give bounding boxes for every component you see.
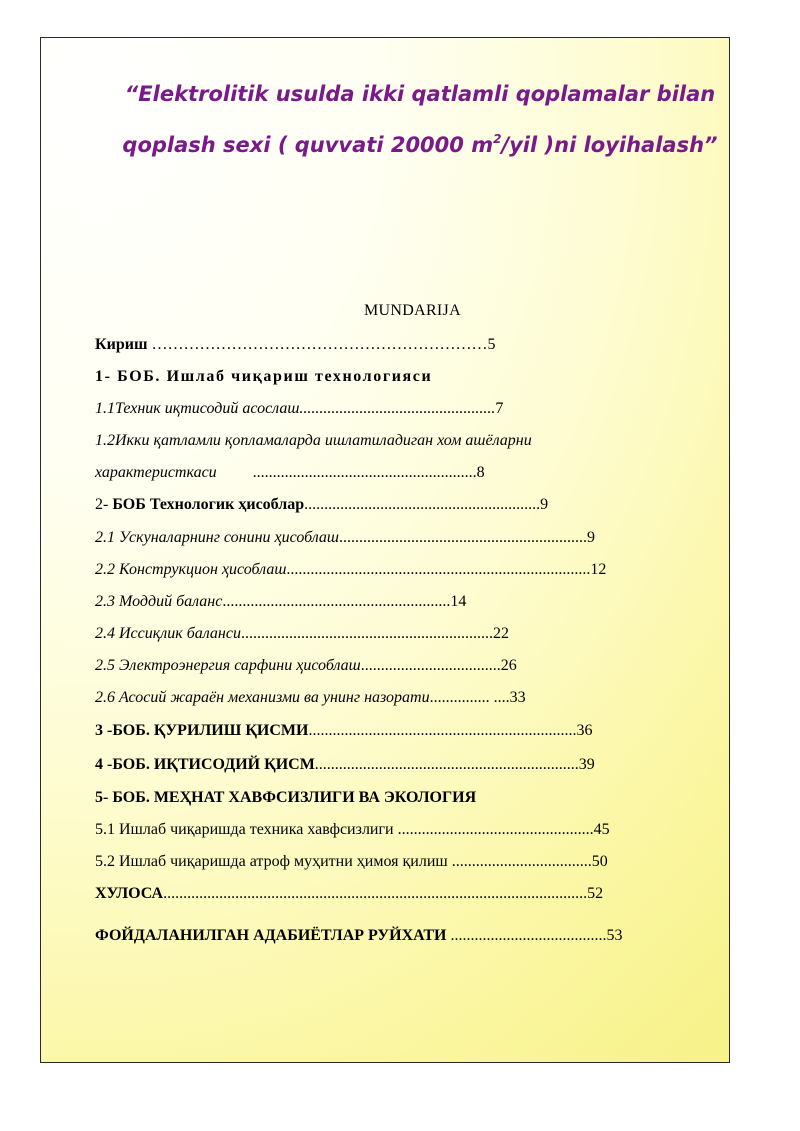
toc-page: 7 [495, 400, 504, 417]
toc-page: 5 [487, 336, 496, 353]
toc-label: 5.2 Ишлаб чиқаришда атроф муҳитни ҳимоя қилиш [95, 853, 452, 870]
toc-dots: .......................................................................................................... [163, 885, 588, 902]
page-frame [40, 37, 730, 1063]
toc-dots: ............................................................... [240, 625, 493, 642]
toc-entry-2-6[interactable] [95, 690, 526, 706]
title-line-2-end: /yil )ni loyihalash” [501, 133, 718, 157]
toc-dots: ....................................... [446, 927, 607, 944]
toc-dots: ................................................. [299, 400, 496, 417]
toc-dots: ................................... [360, 657, 501, 674]
toc-page: 39 [578, 756, 595, 773]
toc-chapter-1[interactable]: 1- БОБ. Ишлаб чиқариш технологияси [95, 368, 433, 385]
toc-entry-5-2[interactable] [95, 854, 608, 870]
toc-dots: ................................... [451, 853, 592, 870]
toc-label: 4 -БОБ. ИҚТИСОДИЙ ҚИСМ [95, 756, 315, 773]
toc-entry-2-1[interactable] [95, 530, 595, 546]
toc-chapter-3[interactable] [95, 723, 592, 739]
toc-page: 52 [587, 885, 604, 902]
title-line-2 [70, 133, 770, 156]
toc-label: 2.2 Конструкцион ҳисоблаш [95, 561, 287, 578]
toc-chapter-5[interactable]: 5- БОБ. МЕҲНАТ ХАВФСИЗЛИГИ ВА ЭКОЛОГИЯ [95, 789, 477, 806]
toc-label: характеристкаси [95, 464, 217, 481]
toc-label: Кириш [95, 336, 148, 353]
toc-entry-2-3[interactable] [95, 594, 466, 610]
toc-page: 26 [500, 657, 517, 674]
toc-label: 2.6 Асосий жараён механизми ва унинг назорати [95, 689, 430, 706]
toc-entry-2-2[interactable] [95, 562, 606, 578]
toc-entry-1-1[interactable] [95, 401, 503, 417]
toc-label: 3 -БОБ. ҚУРИЛИШ ҚИСМИ [95, 722, 309, 739]
toc-entry-2-4[interactable] [95, 626, 509, 642]
title-superscript: 2 [493, 132, 502, 146]
toc-chapter-4[interactable] [95, 757, 595, 773]
toc-label: 5.1 Ишлаб чиқаришда техника хавфсизлиги [95, 821, 398, 838]
toc-label: ФОЙДАЛАНИЛГАН АДАБИЁТЛАР РУЙХАТИ [95, 927, 447, 944]
toc-page: 53 [606, 927, 623, 944]
toc-page: 22 [492, 625, 509, 642]
toc-conclusion[interactable] [95, 886, 603, 902]
toc-entry-5-1[interactable] [95, 822, 610, 838]
toc-page: 8 [476, 464, 485, 481]
toc-entry-intro[interactable] [95, 337, 495, 353]
toc-dots: ................................................................... [308, 722, 577, 739]
toc-dots: .................................................................. [314, 756, 579, 773]
toc-entry-1-2[interactable]: 1.2Икки қатламли қопламаларда ишлатиладиган хом ашёларни [95, 432, 532, 449]
toc-chapter-2[interactable] [95, 497, 548, 513]
toc-label: 2.1 Ускуналарнинг сонини ҳисоблаш [95, 529, 339, 546]
toc-page: 12 [590, 561, 607, 578]
toc-dots: ............................................................................ [286, 561, 591, 578]
toc-dots: .............................................................. [339, 529, 587, 546]
toc-references[interactable] [95, 928, 622, 944]
toc-label: 2.3 Моддий баланс [95, 593, 223, 610]
toc-page: 45 [593, 821, 610, 838]
contents-heading: MUNDARIJA [364, 302, 461, 319]
toc-label: 1.1Техник иқтисодий асослаш [95, 400, 300, 417]
toc-label: ХУЛОСА [95, 885, 164, 902]
toc-dots: ……………………………………………………… [147, 336, 488, 353]
toc-page: 9 [540, 496, 549, 513]
toc-page: 33 [509, 689, 526, 706]
toc-number: 2- [95, 496, 113, 513]
toc-dots: ......................................................... [222, 593, 451, 610]
toc-dots: ........................................................ [252, 464, 477, 481]
toc-dots: ............... .... [429, 689, 510, 706]
toc-entry-2-5[interactable] [95, 658, 517, 674]
toc-label: 2.5 Электроэнергия сарфини ҳисоблаш [95, 657, 361, 674]
title-line-1: “Elektrolitik usulda ikki qatlamli qoplamalar bilan [124, 82, 716, 106]
toc-page: 14 [450, 593, 467, 610]
toc-label: 2.4 Иссиқлик баланси [95, 625, 241, 642]
toc-dots: ........................................................... [304, 496, 541, 513]
toc-page: 36 [576, 722, 593, 739]
toc-dots: ................................................. [397, 821, 594, 838]
toc-entry-1-2-cont[interactable] [95, 465, 485, 481]
toc-page: 50 [591, 853, 608, 870]
toc-page: 9 [587, 529, 595, 546]
title-line-2-text: qoplash sexi ( quvvati 20000 m [122, 133, 494, 157]
toc-label: БОБ Технологик ҳисоблар [112, 496, 305, 513]
